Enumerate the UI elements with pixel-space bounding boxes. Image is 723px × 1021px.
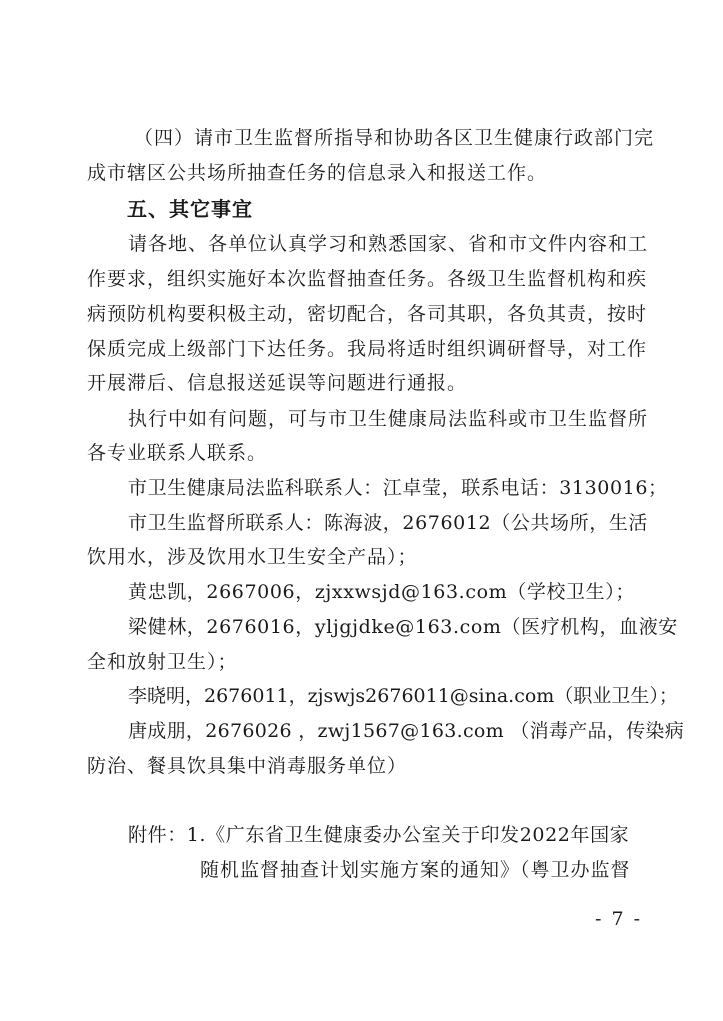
section-heading-other-matters: 五、其它事宜 — [127, 197, 253, 221]
contact-huang: 黄忠凯，2667006，zjxxwsjd@163.com（学校卫生）； — [128, 581, 635, 603]
paragraph-other-line-2: 作要求，组织实施好本次监督抽查任务。各级卫生监督机构和疾 — [87, 268, 648, 290]
page-number: - 7 - — [595, 908, 643, 930]
paragraph-4-line-2: 成市辖区公共场所抽查任务的信息录入和报送工作。 — [87, 162, 548, 184]
attachment-line-1: 附件：1.《广东省卫生健康委办公室关于印发2022年国家 — [128, 824, 630, 846]
paragraph-other-line-5: 开展滞后、信息报送延误等问题进行通报。 — [87, 372, 468, 394]
paragraph-other-line-4: 保质完成上级部门下达任务。我局将适时组织调研督导，对工作 — [87, 338, 648, 360]
contact-li: 李晓明，2676011，zjswjs2676011@sina.com（职业卫生）； — [128, 685, 678, 707]
paragraph-4-line-1: （四）请市卫生监督所指导和协助各区卫生健康行政部门完 — [134, 127, 655, 149]
contact-legal-dept: 市卫生健康局法监科联系人：江卓莹，联系电话：3130016； — [128, 477, 668, 499]
paragraph-contact-line-2: 各专业联系人联系。 — [87, 442, 268, 464]
paragraph-other-line-3: 病预防机构要积极主动，密切配合，各司其职，各负其责，按时 — [87, 303, 648, 325]
contact-liang-line-1: 梁健林，2676016，yljgjdke@163.com（医疗机构，血液安 — [128, 616, 678, 638]
contact-liang-line-2: 全和放射卫生）； — [87, 651, 238, 673]
attachment-line-2: 随机监督抽查计划实施方案的通知》（粤卫办监督 — [200, 859, 631, 881]
paragraph-other-line-1: 请各地、各单位认真学习和熟悉国家、省和市文件内容和工 — [128, 233, 649, 255]
contact-supervision-line-1: 市卫生监督所联系人：陈海波，2676012（公共场所，生活 — [128, 512, 649, 534]
contact-supervision-line-2: 饮用水，涉及饮用水卫生安全产品）； — [87, 546, 418, 568]
contact-tang-line-2: 防治、餐具饮具集中消毒服务单位） — [87, 755, 408, 777]
paragraph-contact-line-1: 执行中如有问题，可与市卫生健康局法监科或市卫生监督所 — [128, 408, 649, 430]
contact-tang-line-1: 唐成朋，2676026 ，zwj1567@163.com （消毒产品，传染病 — [128, 720, 685, 742]
